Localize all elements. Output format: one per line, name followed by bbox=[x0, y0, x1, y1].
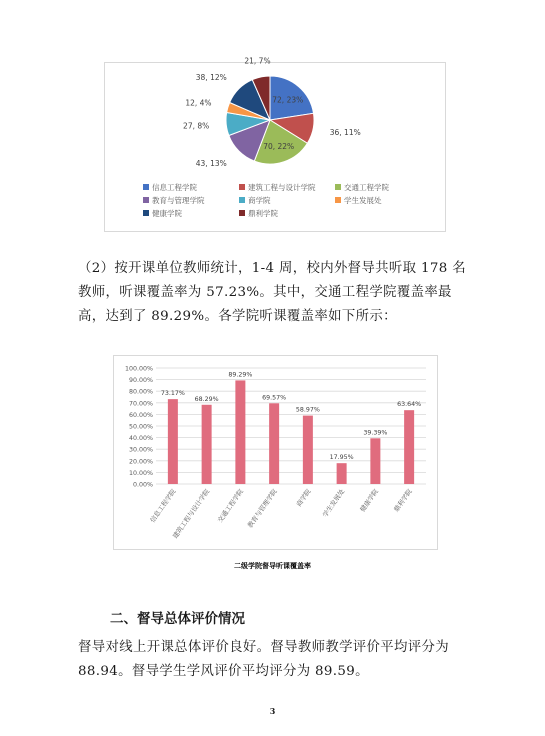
legend-label: 商学院 bbox=[248, 195, 271, 205]
x-category-label: 交通工程学院 bbox=[216, 487, 246, 525]
legend-swatch bbox=[239, 197, 245, 203]
pie-data-label: 36, 11% bbox=[329, 128, 361, 138]
y-tick-label: 80.00% bbox=[128, 388, 153, 396]
chart-caption: 二级学院督导听课覆盖率 bbox=[234, 562, 311, 570]
legend-swatch bbox=[335, 184, 341, 190]
y-tick-label: 50.00% bbox=[128, 423, 153, 431]
pie-chart-frame bbox=[104, 56, 446, 232]
legend-label: 鼎利学院 bbox=[248, 208, 278, 218]
legend-item bbox=[143, 194, 239, 206]
bar-data-label: 73.17% bbox=[160, 390, 185, 398]
bar-data-label: 63.64% bbox=[397, 401, 422, 409]
x-category-label: 学生发展处 bbox=[321, 487, 347, 519]
bar-data-label: 58.97% bbox=[295, 406, 320, 414]
y-tick-label: 90.00% bbox=[128, 377, 153, 385]
legend-label: 教育与管理学院 bbox=[152, 195, 205, 205]
pie-data-label: 21, 7% bbox=[244, 56, 271, 66]
x-category-label: 教育与管理学院 bbox=[246, 487, 279, 530]
bar-data-label: 68.29% bbox=[194, 395, 219, 403]
y-tick-label: 30.00% bbox=[128, 446, 153, 454]
page-number: 3 bbox=[269, 706, 276, 716]
x-category-label: 健康学院 bbox=[358, 487, 381, 514]
bar bbox=[404, 410, 414, 484]
bar-data-label: 89.29% bbox=[228, 371, 253, 379]
pie-chart bbox=[105, 56, 445, 181]
pie-data-label: 12, 4% bbox=[185, 98, 212, 108]
legend-label: 建筑工程与设计学院 bbox=[248, 182, 316, 192]
legend-swatch bbox=[143, 184, 149, 190]
legend-swatch bbox=[239, 184, 245, 190]
paragraph-coverage: （2）按开课单位教师统计，1-4 周，校内外督导共听取 178 名教师，听课覆盖率为 57.23%。其中，交通工程学院覆盖率最高，达到了 89.29%。各学院听课覆盖率如下所示： bbox=[78, 261, 466, 324]
bar-chart-frame bbox=[113, 355, 438, 550]
legend-label: 信息工程学院 bbox=[152, 182, 197, 192]
legend-label: 交通工程学院 bbox=[344, 182, 389, 192]
pie-data-label: 70, 22% bbox=[263, 141, 295, 151]
legend-item bbox=[239, 207, 335, 219]
legend-swatch bbox=[143, 210, 149, 216]
pie-data-label: 27, 8% bbox=[183, 121, 210, 131]
bar-chart bbox=[114, 356, 437, 549]
bar bbox=[168, 399, 178, 484]
x-category-label: 鼎利学院 bbox=[392, 487, 414, 514]
x-category-label: 商学院 bbox=[294, 487, 313, 509]
legend-label: 学生发展处 bbox=[344, 195, 382, 205]
y-tick-label: 70.00% bbox=[128, 400, 153, 408]
bar bbox=[202, 405, 212, 484]
legend-item bbox=[335, 194, 431, 206]
y-tick-label: 0.00% bbox=[132, 481, 153, 489]
legend-swatch bbox=[143, 197, 149, 203]
legend-label: 健康学院 bbox=[152, 208, 182, 218]
bar bbox=[303, 416, 313, 484]
legend-item bbox=[143, 181, 239, 193]
x-category-label: 建筑工程与设计学院 bbox=[171, 487, 212, 541]
bar-data-label: 39.39% bbox=[363, 429, 388, 437]
pie-legend bbox=[143, 181, 433, 219]
bar bbox=[337, 463, 347, 484]
legend-item bbox=[239, 181, 335, 193]
pie-data-label: 38, 12% bbox=[195, 72, 227, 82]
bar-data-label: 69.57% bbox=[262, 394, 287, 402]
bar bbox=[269, 403, 279, 484]
y-tick-label: 10.00% bbox=[128, 469, 153, 477]
x-category-label: 信息工程学院 bbox=[148, 487, 178, 525]
paragraph-evaluation: 督导对线上开课总体评价良好。督导教师教学评价平均评分为 88.94。督导学生学风评价平均评分为 89.59。 bbox=[78, 640, 449, 679]
legend-item bbox=[335, 181, 431, 193]
bar bbox=[235, 380, 245, 484]
y-tick-label: 20.00% bbox=[128, 458, 153, 466]
bar bbox=[370, 438, 380, 484]
y-tick-label: 40.00% bbox=[128, 435, 153, 443]
y-tick-label: 100.00% bbox=[124, 365, 153, 373]
pie-data-label: 72, 23% bbox=[272, 95, 304, 105]
pie-data-label: 43, 13% bbox=[195, 159, 227, 169]
bar-data-label: 17.95% bbox=[329, 454, 354, 462]
legend-item bbox=[143, 207, 239, 219]
section-heading: 二、督导总体评价情况 bbox=[110, 611, 245, 627]
legend-item bbox=[239, 194, 335, 206]
y-tick-label: 60.00% bbox=[128, 411, 153, 419]
legend-swatch bbox=[335, 197, 341, 203]
legend-swatch bbox=[239, 210, 245, 216]
